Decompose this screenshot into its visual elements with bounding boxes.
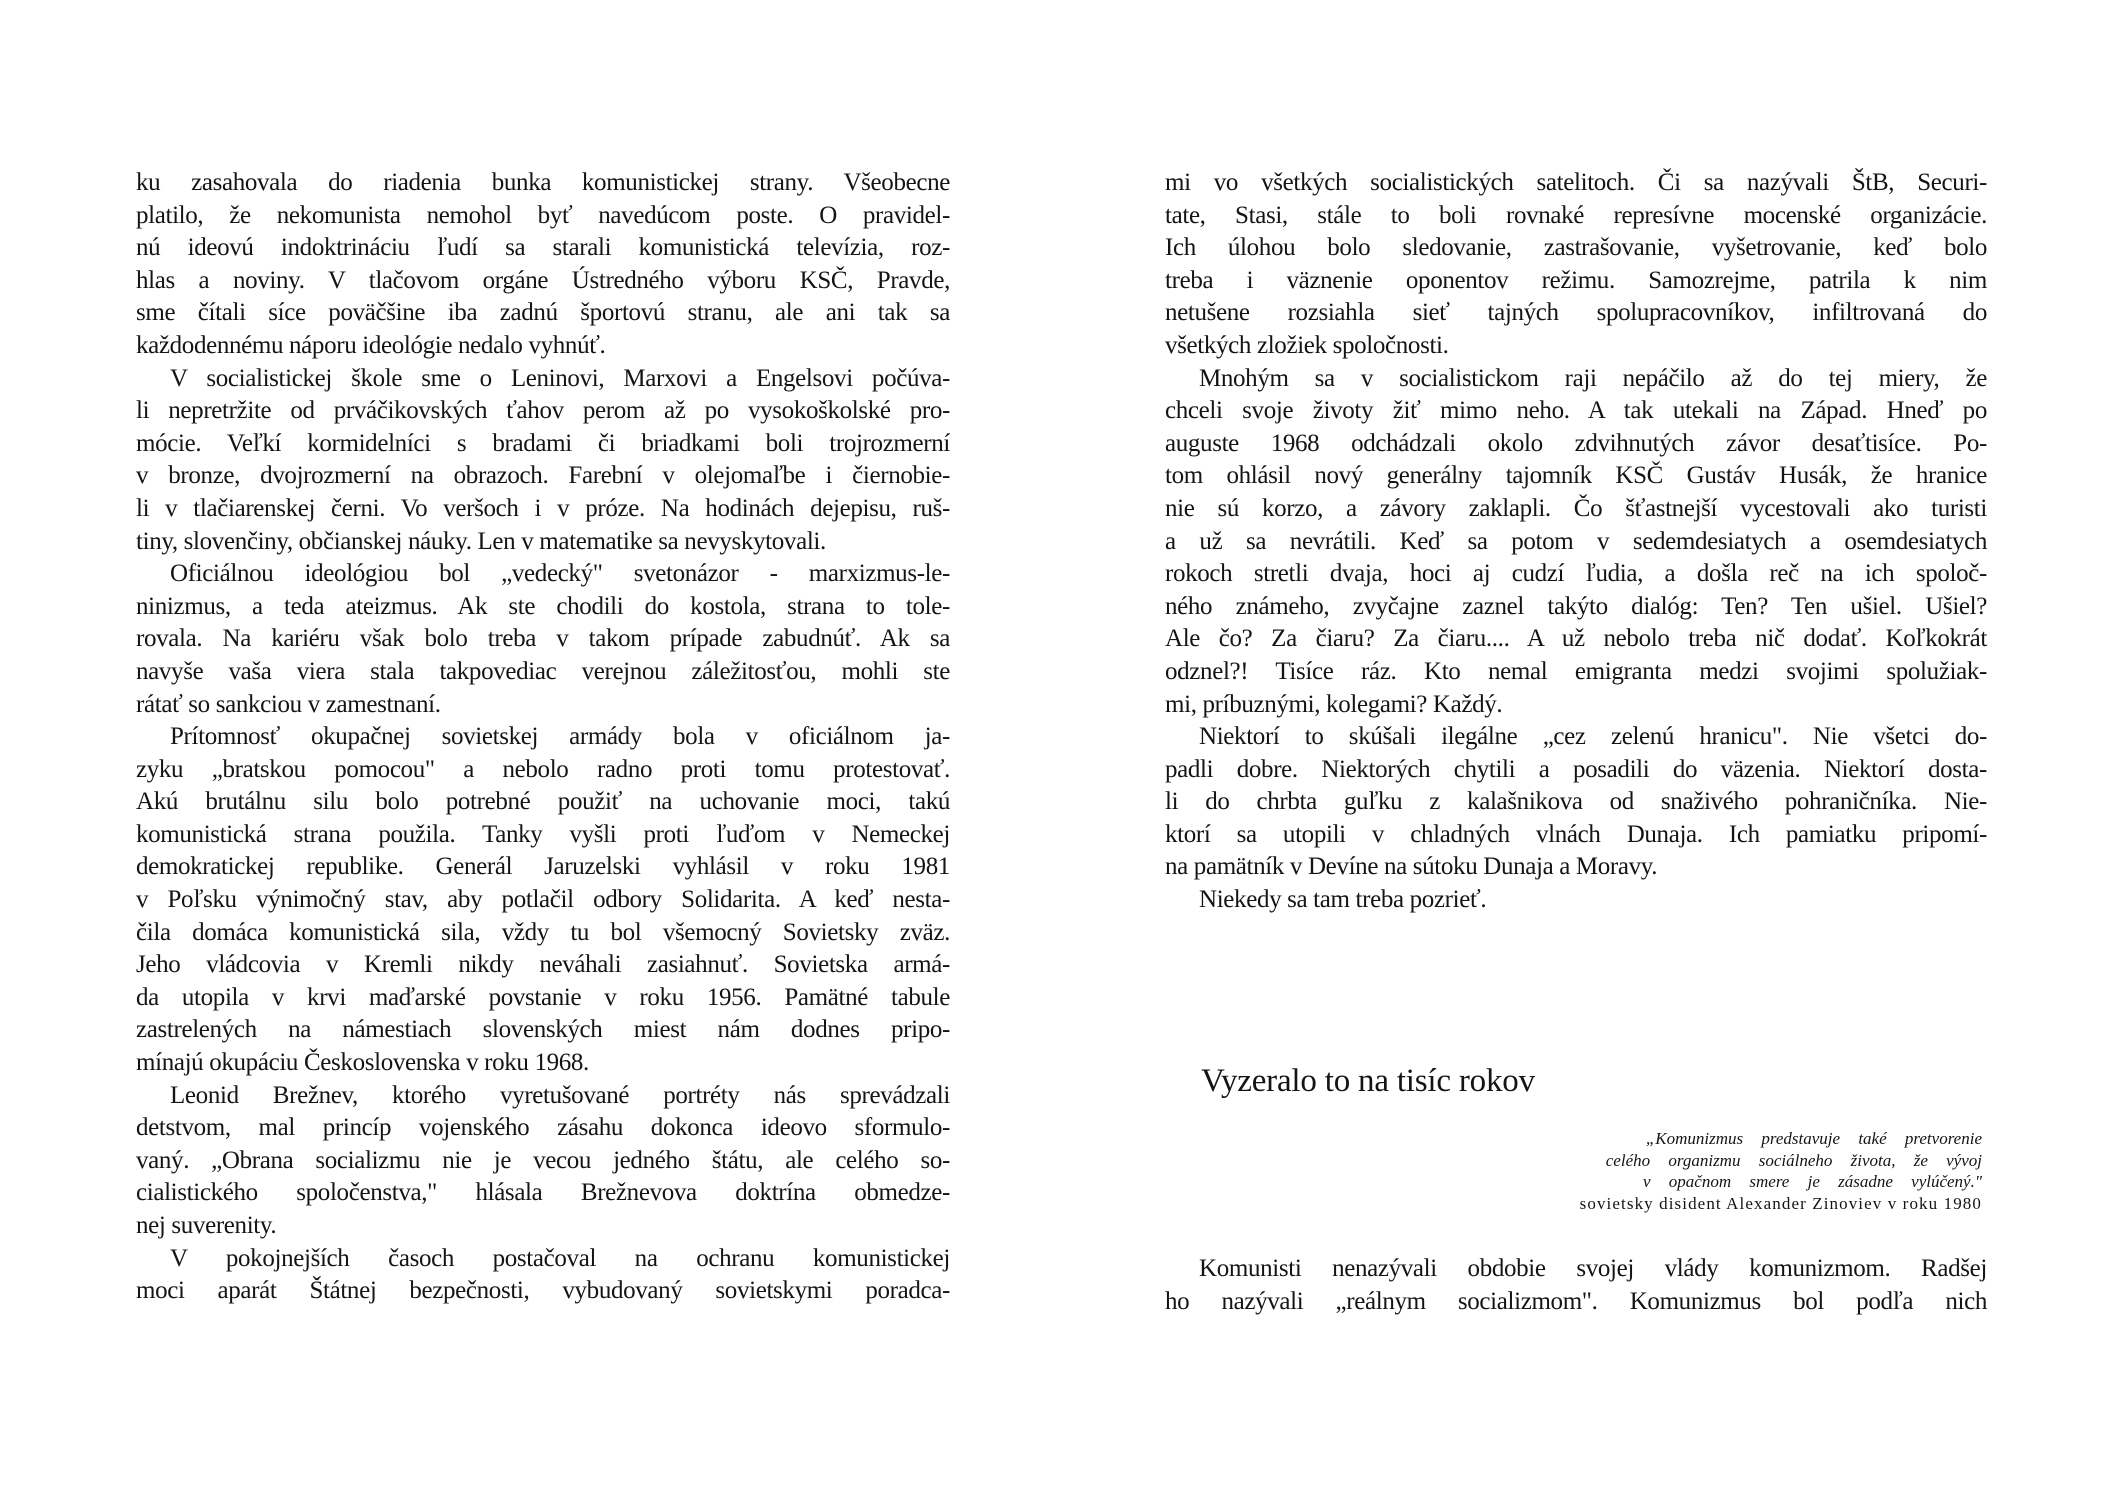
text-line: v Poľsku výnimočný stav, aby potlačil odbory Solidarita. A keď nesta- bbox=[136, 886, 950, 914]
paragraph bbox=[136, 1243, 950, 1308]
text-line: rokoch stretli dvaja, hoci aj cudzí ľudia, a došla reč na ich spoloč- bbox=[1165, 560, 1987, 588]
text-line: demokratickej republike. Generál Jaruzelski vyhlásil v roku 1981 bbox=[136, 853, 950, 881]
text-line: ku zasahovala do riadenia bunka komunistickej strany. Všeobecne bbox=[136, 169, 950, 196]
text-line: rátať so sankciou v zamestnaní. bbox=[136, 690, 441, 718]
text-line: na pamätník v Devíne na sútoku Dunaja a Moravy. bbox=[1165, 853, 1658, 881]
paragraph bbox=[136, 167, 950, 363]
text-line: Mnohým sa v socialistickom raji nepáčilo až do tej miery, že bbox=[1199, 364, 1987, 392]
text-line: Komunisti nenazývali obdobie svojej vlády komunizmom. Radšej bbox=[1199, 1255, 1987, 1282]
section-heading: Vyzeralo to na tisíc rokov bbox=[1201, 1063, 1535, 1099]
paragraph bbox=[1165, 884, 1987, 917]
text-line: da utopila v krvi maďarské povstanie v roku 1956. Pamätné tabule bbox=[136, 983, 950, 1011]
text-line: li do chrbta guľku z kalašnikova od snaživého pohraničníka. Nie- bbox=[1165, 788, 1987, 816]
epigraph-quote-line: v opačnom smere je zásadne vylúčený." bbox=[1643, 1172, 1982, 1191]
paragraph bbox=[136, 721, 950, 1080]
text-line: mínajú okupáciu Československa v roku 1968. bbox=[136, 1049, 589, 1077]
text-line: rovala. Na kariéru však bolo treba v takom prípade zabudnúť. Ak sa bbox=[136, 625, 950, 653]
text-line: platilo, že nekomunista nemohol byť navedúcom poste. O pravidel- bbox=[136, 201, 950, 229]
text-line: Niektorí to skúšali ilegálne „cez zelenú hranicu". Nie všetci do- bbox=[1199, 723, 1987, 751]
text-line: ho nazývali „reálnym socializmom". Komunizmus bol podľa nich bbox=[1165, 1287, 1987, 1315]
epigraph-quote-line: celého organizmu sociálneho života, že vývoj bbox=[1605, 1150, 1982, 1170]
epigraph-attribution: sovietsky disident Alexander Zinoviev v roku 1980 bbox=[1579, 1193, 1982, 1213]
text-line: chceli svoje životy žiť mimo neho. A tak utekali na Západ. Hneď po bbox=[1165, 397, 1987, 425]
text-line: ktorí sa utopili v chladných vlnách Dunaja. Ich pamiatku pripomí- bbox=[1165, 820, 1987, 848]
paragraph bbox=[136, 363, 950, 559]
text-line: treba i väznenie oponentov režimu. Samozrejme, patrila k nim bbox=[1165, 266, 1987, 294]
text-line: mi, príbuznými, kolegami? Každý. bbox=[1165, 690, 1503, 718]
text-line: li v tlačiarenskej černi. Vo veršoch i v próze. Na hodinách dejepisu, ruš- bbox=[136, 494, 950, 522]
text-line: komunistická strana použila. Tanky vyšli proti ľuďom v Nemeckej bbox=[136, 820, 950, 848]
text-line: Niekedy sa tam treba pozrieť. bbox=[1199, 886, 1487, 914]
text-line: cialistického spoločenstva," hlásala Brežnevova doktrína obmedze- bbox=[136, 1179, 950, 1207]
text-line: netušene rozsiahla sieť tajných spolupracovníkov, infiltrovaná do bbox=[1165, 299, 1987, 327]
paragraph bbox=[136, 558, 950, 721]
text-line: V socialistickej škole sme o Leninovi, Marxovi a Engelsovi počúva- bbox=[170, 364, 950, 392]
text-line: mócie. Veľkí kormidelníci s bradami či briadkami boli trojrozmerní bbox=[136, 429, 950, 457]
text-line: Leonid Brežnev, ktorého vyretušované portréty nás sprevádzali bbox=[170, 1081, 950, 1109]
text-line: nú ideovú indoktrináciu ľudí sa starali komunistická televízia, roz- bbox=[136, 234, 950, 262]
text-line: Ale čo? Za čiaru? Za čiaru.... A už nebolo treba nič dodať. Koľkokrát bbox=[1165, 625, 1987, 653]
text-line: každodennému náporu ideológie nedalo vyhnúť. bbox=[136, 331, 606, 359]
text-line: auguste 1968 odchádzali okolo zdvihnutých závor desaťtisíce. Po- bbox=[1165, 429, 1987, 457]
text-line: Prítomnosť okupačnej sovietskej armády bola v oficiálnom ja- bbox=[170, 723, 950, 751]
text-line: li nepretržite od prváčikovských ťahov perom až po vysokoškolské pro- bbox=[136, 397, 950, 425]
paragraph bbox=[1165, 167, 1987, 363]
text-line: tom ohlásil nový generálny tajomník KSČ Gustáv Husák, že hranice bbox=[1165, 462, 1987, 490]
text-line: odznel?! Tisíce ráz. Kto nemal emigranta medzi svojimi spolužiak- bbox=[1165, 657, 1987, 685]
text-line: padli dobre. Niektorých chytili a posadili do väzenia. Niektorí dosta- bbox=[1165, 755, 1987, 783]
text-line: a už sa nevrátili. Keď sa potom v sedemdesiatych a osemdesiatych bbox=[1165, 527, 1987, 555]
text-line: mi vo všetkých socialistických satelitoch. Či sa nazývali ŠtB, Securi- bbox=[1165, 169, 1987, 196]
text-line: vaný. „Obrana socializmu nie je vecou jedného štátu, ale celého so- bbox=[136, 1146, 950, 1174]
epigraph bbox=[1440, 1128, 1982, 1214]
text-line: v bronze, dvojrozmerní na obrazoch. Farební v olejomaľbe i čiernobie- bbox=[136, 462, 950, 490]
left-page-body-text bbox=[136, 167, 950, 1308]
text-line: Akú brutálnu silu bolo potrebné použiť na uchovanie moci, takú bbox=[136, 788, 950, 816]
text-line: tiny, slovenčiny, občianskej náuky. Len v matematike sa nevyskytovali. bbox=[136, 527, 826, 555]
paragraph bbox=[136, 1080, 950, 1243]
text-line: zyku „bratskou pomocou" a nebolo radno proti tomu protestovať. bbox=[136, 755, 950, 783]
epigraph-quote-line: „Komunizmus predstavuje také pretvorenie bbox=[1645, 1129, 1982, 1148]
text-line: Ich úlohou bolo sledovanie, zastrašovanie, vyšetrovanie, keď bolo bbox=[1165, 234, 1987, 262]
text-line: hlas a noviny. V tlačovom orgáne Ústredného výboru KSČ, Pravde, bbox=[136, 266, 950, 294]
section-first-paragraph bbox=[1165, 1253, 1987, 1318]
text-line: V pokojnejších časoch postačoval na ochranu komunistickej bbox=[170, 1244, 950, 1272]
right-page-body-text bbox=[1165, 167, 1987, 917]
text-line: nej suverenity. bbox=[136, 1212, 277, 1239]
text-line: ninizmus, a teda ateizmus. Ak ste chodili do kostola, strana to tole- bbox=[136, 592, 950, 620]
text-line: Jeho vládcovia v Kremli nikdy neváhali zasiahnuť. Sovietska armá- bbox=[136, 951, 950, 979]
text-line: ného známeho, zvyčajne zaznel takýto dialóg: Ten? Ten ušiel. Ušiel? bbox=[1165, 592, 1987, 620]
paragraph bbox=[1165, 363, 1987, 722]
text-line: detstvom, mal princíp vojenského zásahu dokonca ideovo sformulo- bbox=[136, 1114, 950, 1142]
text-line: moci aparát Štátnej bezpečnosti, vybudovaný sovietskymi poradca- bbox=[136, 1277, 950, 1305]
text-line: nie sú korzo, a závory zaklapli. Čo šťastnejší vycestovali ako turisti bbox=[1165, 494, 1987, 522]
text-line: Oficiálnou ideológiou bol „vedecký" svetonázor - marxizmus-le- bbox=[170, 560, 950, 588]
paragraph bbox=[1165, 721, 1987, 884]
text-line: zastrelených na námestiach slovenských miest nám dodnes pripo- bbox=[136, 1016, 950, 1044]
text-line: sme čítali síce poväčšine iba zadnú športovú stranu, ale ani tak sa bbox=[136, 299, 950, 327]
text-line: tate, Stasi, stále to boli rovnaké represívne mocenské organizácie. bbox=[1165, 201, 1987, 229]
text-line: navyše vaša viera stala takpovediac verejnou záležitosťou, mohli ste bbox=[136, 657, 950, 685]
text-line: všetkých zložiek spoločnosti. bbox=[1165, 331, 1449, 359]
text-line: čila domáca komunistická sila, vždy tu bol všemocný Sovietsky zväz. bbox=[136, 918, 950, 946]
